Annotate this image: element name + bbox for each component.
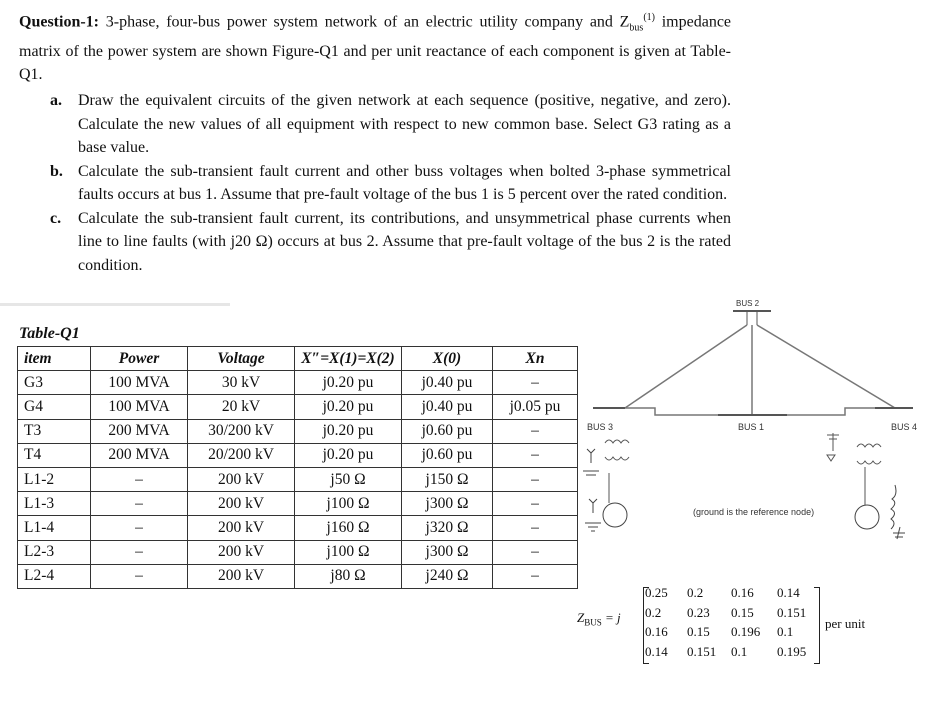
cell-power: 200 MVA bbox=[91, 419, 188, 443]
cell-item: L2-4 bbox=[18, 564, 91, 588]
matrix-cell: 0.2 bbox=[645, 604, 662, 620]
cell-voltage: 20/200 kV bbox=[188, 443, 295, 467]
cell-x0: j240 Ω bbox=[402, 564, 493, 588]
bus2-label: BUS 2 bbox=[736, 299, 760, 308]
table-row bbox=[18, 492, 578, 516]
header-item: item bbox=[18, 347, 91, 371]
question-label: Question-1: bbox=[19, 13, 99, 31]
cell-x12: j50 Ω bbox=[295, 467, 402, 491]
cell-voltage: 30 kV bbox=[188, 371, 295, 395]
cell-power: 200 MVA bbox=[91, 443, 188, 467]
cell-power: 100 MVA bbox=[91, 395, 188, 419]
part-a bbox=[50, 89, 731, 160]
cell-x0: j300 Ω bbox=[402, 540, 493, 564]
cell-power: – bbox=[91, 540, 188, 564]
cell-x0: j150 Ω bbox=[402, 467, 493, 491]
matrix-cell: 0.151 bbox=[777, 604, 807, 620]
cell-x12: j80 Ω bbox=[295, 564, 402, 588]
ground-reference-note: (ground is the reference node) bbox=[693, 507, 815, 517]
cell-x0: j300 Ω bbox=[402, 492, 493, 516]
cell-x12: j100 Ω bbox=[295, 492, 402, 516]
part-b bbox=[50, 160, 731, 207]
cell-power: – bbox=[91, 492, 188, 516]
cell-x12: j0.20 pu bbox=[295, 371, 402, 395]
part-label: b. bbox=[50, 162, 63, 180]
cell-x12: j0.20 pu bbox=[295, 419, 402, 443]
cell-item: L2-3 bbox=[18, 540, 91, 564]
matrix-cell: 0.16 bbox=[645, 624, 668, 639]
cell-item: T4 bbox=[18, 443, 91, 467]
cell-voltage: 200 kV bbox=[188, 564, 295, 588]
matrix-cell: 0.195 bbox=[777, 643, 807, 659]
table-row bbox=[18, 371, 578, 395]
cell-xn: – bbox=[493, 492, 578, 516]
cell-x0: j0.60 pu bbox=[402, 419, 493, 443]
matrix-cell: 0.15 bbox=[687, 624, 710, 639]
part-text: Calculate the sub-transient fault current and other buss voltages when bolted 3-phase symmetrical faults occurs at bus 1. Assume that pre-fault voltage of the bus 1 is 5 percent over the rated condition. bbox=[78, 162, 731, 203]
part-c bbox=[50, 207, 731, 278]
cell-x12: j0.20 pu bbox=[295, 395, 402, 419]
matrix-cell: 0.14 bbox=[777, 585, 800, 600]
matrix-cell: 0.196 bbox=[731, 624, 761, 639]
component-table bbox=[17, 346, 578, 589]
cell-x0: j0.40 pu bbox=[402, 395, 493, 419]
header-x0: X(0) bbox=[402, 347, 493, 371]
zbus-label bbox=[577, 610, 621, 628]
question-statement bbox=[19, 6, 731, 86]
cell-item: G3 bbox=[18, 371, 91, 395]
zbus-matrix-block bbox=[577, 585, 897, 665]
question-text-1: 3-phase, four-bus power system network of an electric utility company and Z bbox=[105, 13, 630, 31]
cell-xn: – bbox=[493, 419, 578, 443]
generator-g4-icon bbox=[855, 485, 905, 539]
matrix-cell: 0.15 bbox=[731, 604, 754, 620]
cell-x0: j0.40 pu bbox=[402, 371, 493, 395]
matrix-cell: 0.1 bbox=[777, 624, 794, 639]
cell-x12: j160 Ω bbox=[295, 516, 402, 540]
table-row bbox=[18, 419, 578, 443]
zbus-superscript: (1) bbox=[643, 12, 655, 23]
cell-xn: – bbox=[493, 443, 578, 467]
table-row bbox=[18, 540, 578, 564]
cell-voltage: 200 kV bbox=[188, 467, 295, 491]
table-row bbox=[18, 467, 578, 491]
cell-xn: – bbox=[493, 371, 578, 395]
cell-item: L1-4 bbox=[18, 516, 91, 540]
divider bbox=[0, 303, 230, 306]
cell-x0: j0.60 pu bbox=[402, 443, 493, 467]
cell-voltage: 200 kV bbox=[188, 492, 295, 516]
cell-power: – bbox=[91, 564, 188, 588]
part-label: a. bbox=[50, 92, 62, 109]
cell-x12: j100 Ω bbox=[295, 540, 402, 564]
transformer-t3-icon bbox=[605, 440, 629, 503]
cell-voltage: 200 kV bbox=[188, 540, 295, 564]
cell-item: L1-3 bbox=[18, 492, 91, 516]
part-text: Draw the equivalent circuits of the given network at each sequence (positive, negative, and zero). Calculate the new values of all equipment with respect to new common base. Select G3 rating as a base value. bbox=[78, 92, 731, 156]
matrix-right-bracket bbox=[814, 587, 820, 664]
question-text-2: impedance matrix of the power system are shown Figure-Q1 and per unit reactance of each component is given at Table-Q1. bbox=[19, 13, 732, 83]
matrix-cell: 0.151 bbox=[687, 643, 717, 659]
per-unit-label: per unit bbox=[825, 616, 866, 631]
table-row bbox=[18, 516, 578, 540]
table-row bbox=[18, 443, 578, 467]
cell-item: L1-2 bbox=[18, 467, 91, 491]
matrix-cell: 0.2 bbox=[687, 585, 704, 600]
table-header-row bbox=[18, 347, 578, 371]
cell-power: 100 MVA bbox=[91, 371, 188, 395]
part-label: c. bbox=[50, 209, 62, 227]
cell-voltage: 20 kV bbox=[188, 395, 295, 419]
cell-xn: – bbox=[493, 516, 578, 540]
cell-power: – bbox=[91, 467, 188, 491]
matrix-cell: 0.16 bbox=[731, 585, 754, 600]
cell-power: – bbox=[91, 516, 188, 540]
cell-xn: – bbox=[493, 564, 578, 588]
zbus-eq: = j bbox=[605, 610, 621, 625]
cell-voltage: 200 kV bbox=[188, 516, 295, 540]
cell-voltage: 30/200 kV bbox=[188, 419, 295, 443]
matrix-cell: 0.23 bbox=[687, 604, 710, 620]
transformer-t4-icon bbox=[827, 433, 881, 505]
table-row bbox=[18, 395, 578, 419]
matrix-cell: 0.25 bbox=[645, 585, 668, 600]
bus1-label: BUS 1 bbox=[738, 422, 765, 432]
network-diagram bbox=[575, 295, 930, 545]
cell-item: G4 bbox=[18, 395, 91, 419]
table-row bbox=[18, 564, 578, 588]
generator-g3-icon bbox=[583, 449, 627, 531]
header-x12: X″=X(1)=X(2) bbox=[295, 347, 402, 371]
bus4-label: BUS 4 bbox=[891, 422, 918, 432]
cell-x12: j0.20 pu bbox=[295, 443, 402, 467]
header-power: Power bbox=[91, 347, 188, 371]
matrix-cell: 0.1 bbox=[731, 643, 748, 659]
bus3-label: BUS 3 bbox=[587, 422, 614, 432]
matrix-cell: 0.14 bbox=[645, 643, 668, 659]
header-voltage: Voltage bbox=[188, 347, 295, 371]
zbus-symbol-sub: BUS bbox=[584, 617, 602, 628]
part-text: Calculate the sub-transient fault current, its contributions, and unsymmetrical phase currents when line to line faults (with j20 Ω) occurs at bus 2. Assume that pre-fault voltage of the bus 2 is the rated condition. bbox=[78, 209, 731, 274]
cell-x0: j320 Ω bbox=[402, 516, 493, 540]
zbus-symbol: Z bbox=[577, 610, 585, 625]
cell-xn: j0.05 pu bbox=[493, 395, 578, 419]
cell-xn: – bbox=[493, 540, 578, 564]
zbus-subscript: bus bbox=[629, 22, 644, 34]
cell-item: T3 bbox=[18, 419, 91, 443]
question-parts bbox=[50, 89, 731, 277]
header-xn: Xn bbox=[493, 347, 578, 371]
table-title: Table-Q1 bbox=[19, 325, 80, 342]
cell-xn: – bbox=[493, 467, 578, 491]
